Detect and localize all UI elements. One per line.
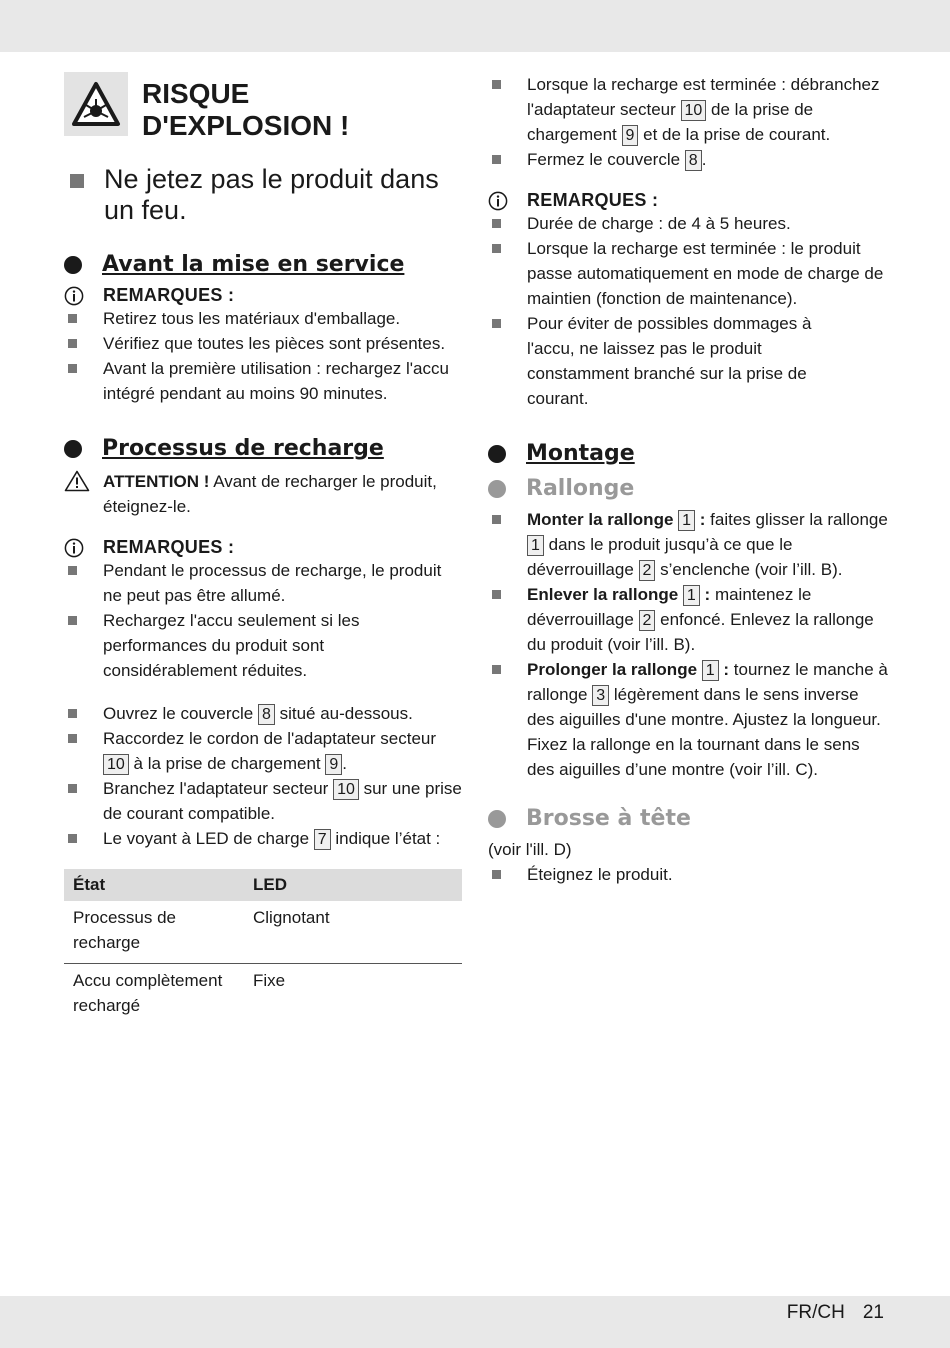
bullet-square-icon [68,616,77,625]
text: Lorsque la recharge est terminée : débranchez l'adaptateur secteur [527,75,880,119]
section-avant-mise-en-service [64,252,464,277]
bullet-square-icon [68,566,77,575]
part-number-box: 1 [527,535,544,556]
text: : [718,660,730,679]
text: Fermez le couvercle [527,150,685,169]
note-header [64,285,464,306]
list-item [488,236,888,311]
bullet-square-icon [492,665,501,674]
table-cell: Accu complètement rechargé [73,971,223,1015]
list-item-text: Éteignez le produit. [527,865,673,884]
danger-bullet [64,164,464,226]
text: s’enclenche (voir l’ill. B). [655,560,843,579]
bullet-square-icon [492,219,501,228]
text: sur une prise de courant compatible. [103,779,462,823]
subsection-title: Brosse à tête [526,806,691,831]
figure-reference: (voir l'ill. D) [488,840,572,859]
text: légèrement dans le sens inverse des aiguilles d'une montre. Ajustez la longueur. Fixez la rallonge en la tournant dans le sens des aiguilles d’une montre (voir l’ill. C). [527,685,881,779]
explosion-warning [64,72,464,142]
list-item [64,558,464,608]
step-label: Monter la rallonge [527,510,674,529]
danger-title-line-1: RISQUE [142,78,250,109]
footer-language: FR/CH [786,1302,845,1323]
r-notes [488,211,888,411]
part-number-box: 2 [639,610,656,631]
text: : [695,510,706,529]
r-steps [488,72,888,172]
step-label: Enlever la rallonge [527,585,679,604]
part-number-box: 1 [683,585,700,606]
list-item-text: Retirez tous les matériaux d'emballage. [103,309,401,328]
part-number-box: 9 [622,125,639,146]
section-dot-icon [488,445,506,463]
table-row [64,901,462,964]
bullet-square-icon [492,244,501,253]
top-bar [0,0,950,52]
text: dans le produit jusqu’à ce que le déverrouillage [527,535,793,579]
step-label: Prolonger la rallonge [527,660,698,679]
list-item-text: Vérifiez que toutes les pièces sont présentes. [103,334,446,353]
brosse-steps [488,862,888,887]
note-label: REMARQUES : [103,537,235,557]
list-item [64,726,464,776]
list-item [64,356,464,406]
left-column [64,72,464,1026]
bullet-square-icon [68,734,77,743]
text: indique l’état : [330,829,441,848]
explosion-hazard-icon [64,72,128,136]
list-item-text: Avant la première utilisation : rechargez l'accu intégré pendant au moins 90 minutes. [103,359,449,403]
text: de la prise de chargement [527,100,814,144]
bullet-square-icon [68,364,77,373]
attention-body: Avant de recharger le produit, éteignez-le. [103,472,437,516]
list-item-text: Pendant le processus de recharge, le produit ne peut pas être allumé. [103,561,442,605]
section-dot-icon [64,440,82,458]
danger-title-line-2: D'EXPLOSION ! [142,110,350,141]
page-number: 21 [862,1302,884,1323]
bullet-square-icon [492,319,501,328]
bullet-square-icon [68,709,77,718]
text: maintenez le déverrouillage [527,585,812,629]
part-number-box: 1 [702,660,719,681]
text: . [342,754,347,773]
subsection-brosse [488,806,888,831]
list-item [64,826,464,851]
section-title: Montage [526,441,635,466]
table-header-etat: État [64,869,244,901]
part-number-box: 10 [681,100,707,121]
part-number-box: 8 [685,150,702,171]
table-cell: Clignotant [244,901,462,964]
subsection-dot-icon [488,480,506,498]
bullet-square-icon [68,784,77,793]
bullet-square-icon [492,80,501,89]
bullet-square-icon [68,314,77,323]
list-item [488,862,888,887]
bullet-square-icon [492,590,501,599]
list-item-text: Rechargez l'accu seulement si les performances du produit sont considérablement réduites. [103,611,360,680]
list-item [488,507,888,582]
note-header [488,190,888,211]
list-item [488,582,888,657]
part-number-box: 1 [678,510,695,531]
bullet-square-icon [70,174,84,188]
bullet-square-icon [492,155,501,164]
bullet-square-icon [492,515,501,524]
list-item [64,306,464,331]
part-number-box: 9 [325,754,342,775]
attention-text [103,469,464,519]
note-label: REMARQUES : [527,190,659,210]
page-footer [769,1302,884,1324]
note-label: REMARQUES : [103,285,235,305]
section-montage [488,441,888,466]
subsection-title: Rallonge [526,476,635,501]
list-item [488,657,888,782]
text: enfoncé. Enlevez la rallonge du produit (voir l’ill. B). [527,610,874,654]
text: et de la prise de courant. [638,125,831,144]
info-icon [488,191,508,211]
list-item [64,608,464,683]
list-item [64,776,464,826]
note-header [64,537,464,558]
list-item [488,72,888,147]
list-item [488,311,888,411]
section-processus-de-recharge [64,436,464,461]
part-number-box: 8 [258,704,275,725]
part-number-box: 10 [103,754,129,775]
attention-note [64,469,464,519]
part-number-box: 7 [314,829,331,850]
s2-steps [64,701,464,851]
rallonge-steps [488,507,888,782]
section-dot-icon [64,256,82,274]
list-item [64,331,464,356]
table-header-row [64,869,462,901]
section-title: Avant la mise en service [102,252,405,277]
danger-bullet-text: Ne jetez pas le produit dans un feu. [104,164,439,225]
subsection-dot-icon [488,810,506,828]
attention-triangle-icon [64,470,90,492]
section-title: Processus de recharge [102,436,384,461]
right-column [488,72,888,887]
s2-notes [64,558,464,683]
led-status-table [64,869,462,1026]
list-item [488,147,888,172]
bullet-square-icon [68,834,77,843]
subsection-rallonge [488,476,888,501]
text: . [701,150,707,169]
text: situé au-dessous. [274,704,413,723]
s1-list [64,306,464,406]
text: Branchez l'adaptateur secteur [103,779,334,798]
text: tournez le manche à rallonge [527,660,888,704]
list-item-text: Pour éviter de possibles dommages à l'accu, ne laissez pas le produit constamment branché sur la prise de courant. [527,314,812,408]
list-item-text: Lorsque la recharge est terminée : le produit passe automatiquement en mode de charge de maintien (fonction de maintenance). [527,239,884,308]
bullet-square-icon [492,870,501,879]
part-number-box: 10 [333,779,359,800]
list-item [488,211,888,236]
info-icon [64,538,84,558]
attention-label: ATTENTION ! [103,472,210,491]
table-row [64,964,462,1027]
text: Le voyant à LED de charge [103,829,314,848]
table-header-led: LED [244,869,462,901]
text: : [699,585,711,604]
part-number-box: 3 [592,685,609,706]
text: faites glisser la rallonge [705,510,888,529]
list-item-text: Durée de charge : de 4 à 5 heures. [527,214,791,233]
part-number-box: 2 [639,560,656,581]
text: Ouvrez le couvercle [103,704,258,723]
list-item [64,701,464,726]
text: à la prise de chargement [128,754,326,773]
info-icon [64,286,84,306]
text: Raccordez le cordon de l'adaptateur secteur [103,729,437,748]
bullet-square-icon [68,339,77,348]
danger-title [142,78,349,142]
table-cell: Processus de recharge [64,901,244,964]
table-cell: Fixe [253,971,286,990]
